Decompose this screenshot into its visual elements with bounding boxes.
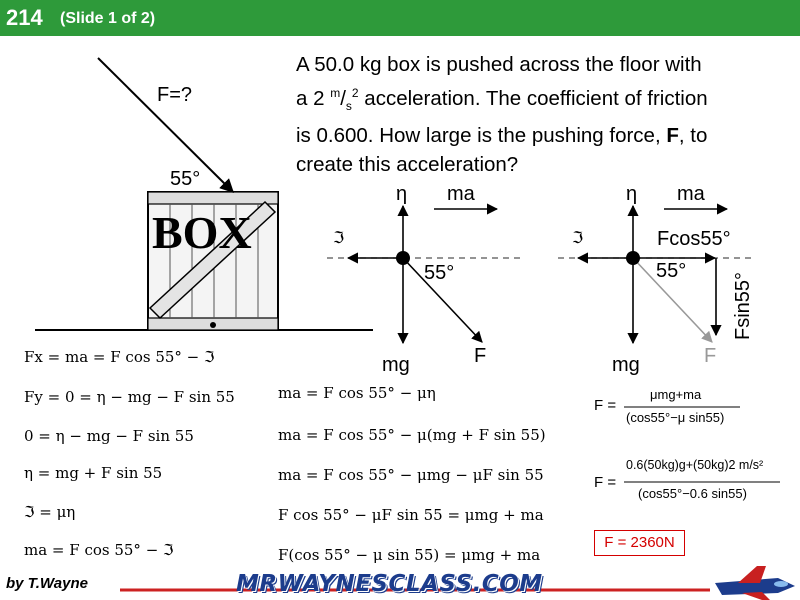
problem-line-2: a 2 $^m/_s^2$ acceleration. The coefficient of friction — [296, 86, 708, 113]
fbd-left-normal-label: η — [396, 183, 408, 205]
problem-line-4: create this acceleration? — [296, 152, 519, 176]
problem-line-1: A 50.0 kg box is pushed across the floor with — [296, 53, 702, 76]
formula-1-numerator: μmg+ma — [650, 387, 702, 402]
equation-middle-2: ma = F cos 55° − μ(mg + F sin 55) — [278, 426, 546, 444]
equation-middle-3: ma = F cos 55° − μmg − μF sin 55 — [278, 466, 544, 484]
final-answer-box: F = 2360N — [594, 530, 685, 556]
fbd-right-friction-label: ℑ — [572, 230, 584, 247]
svg-text:BOX: BOX — [152, 207, 252, 258]
fbd-right-diagram — [558, 206, 752, 343]
equation-left-1: Fx = ma = F cos 55° − ℑ — [24, 348, 215, 366]
problem-line-3: is 0.600. How large is the pushing force, F, to — [296, 123, 708, 147]
author-credit: by T.Wayne — [6, 575, 88, 592]
fbd-right-weight-label: mg — [612, 354, 640, 376]
formula-2-numerator: 0.6(50kg)g+(50kg)2 m/s² — [626, 458, 764, 472]
formula-2-denominator: (cos55°−0.6 sin55) — [638, 486, 747, 501]
formula-1-denominator: (cos55°−μ sin55) — [626, 410, 725, 425]
fbd-left-angle-label: 55° — [424, 262, 455, 284]
fbd-left-weight-label: mg — [382, 354, 410, 376]
angle-label: 55° — [170, 168, 201, 190]
equation-middle-1: ma = F cos 55° − μη — [278, 384, 436, 402]
formula-2-lhs: F = — [594, 474, 617, 491]
force-unknown-label: F=? — [157, 84, 193, 106]
slide-number: 214 — [6, 5, 43, 30]
equation-middle-5: F(cos 55° − μ sin 55) = μmg + ma — [278, 546, 541, 564]
fbd-left-accel-label: ma — [447, 183, 475, 205]
slide-subtitle: (Slide 1 of 2) — [60, 10, 156, 27]
equation-left-4: η = mg + F sin 55 — [24, 464, 163, 482]
wooden-box-image — [148, 192, 278, 330]
equation-middle-4: F cos 55° − μF sin 55 = μmg + ma — [278, 506, 544, 524]
jet-logo-icon — [715, 566, 795, 600]
fbd-right-accel-label: ma — [677, 183, 705, 205]
equation-left-3: 0 = η − mg − F sin 55 — [24, 427, 194, 445]
equation-left-2: Fy = 0 = η − mg − F sin 55 — [24, 388, 235, 406]
fbd-right-normal-label: η — [626, 183, 638, 205]
fbd-right-horizontal-label: Fcos55° — [657, 228, 731, 250]
site-logo[interactable]: MRWAYNESCLASS.COM — [236, 571, 543, 597]
fbd-right-angle-label: 55° — [656, 260, 687, 282]
fbd-left-friction-label: ℑ — [333, 230, 345, 247]
equation-left-5: ℑ = μη — [24, 503, 76, 521]
fbd-left-force-label: F — [474, 345, 487, 367]
fbd-right-vertical-label: Fsin55° — [732, 271, 754, 340]
fbd-right-force-label: F — [704, 345, 717, 367]
equation-left-6: ma = F cos 55° − ℑ — [24, 541, 174, 559]
push-force-arrow — [98, 58, 233, 192]
formula-1-lhs: F = — [594, 397, 617, 414]
